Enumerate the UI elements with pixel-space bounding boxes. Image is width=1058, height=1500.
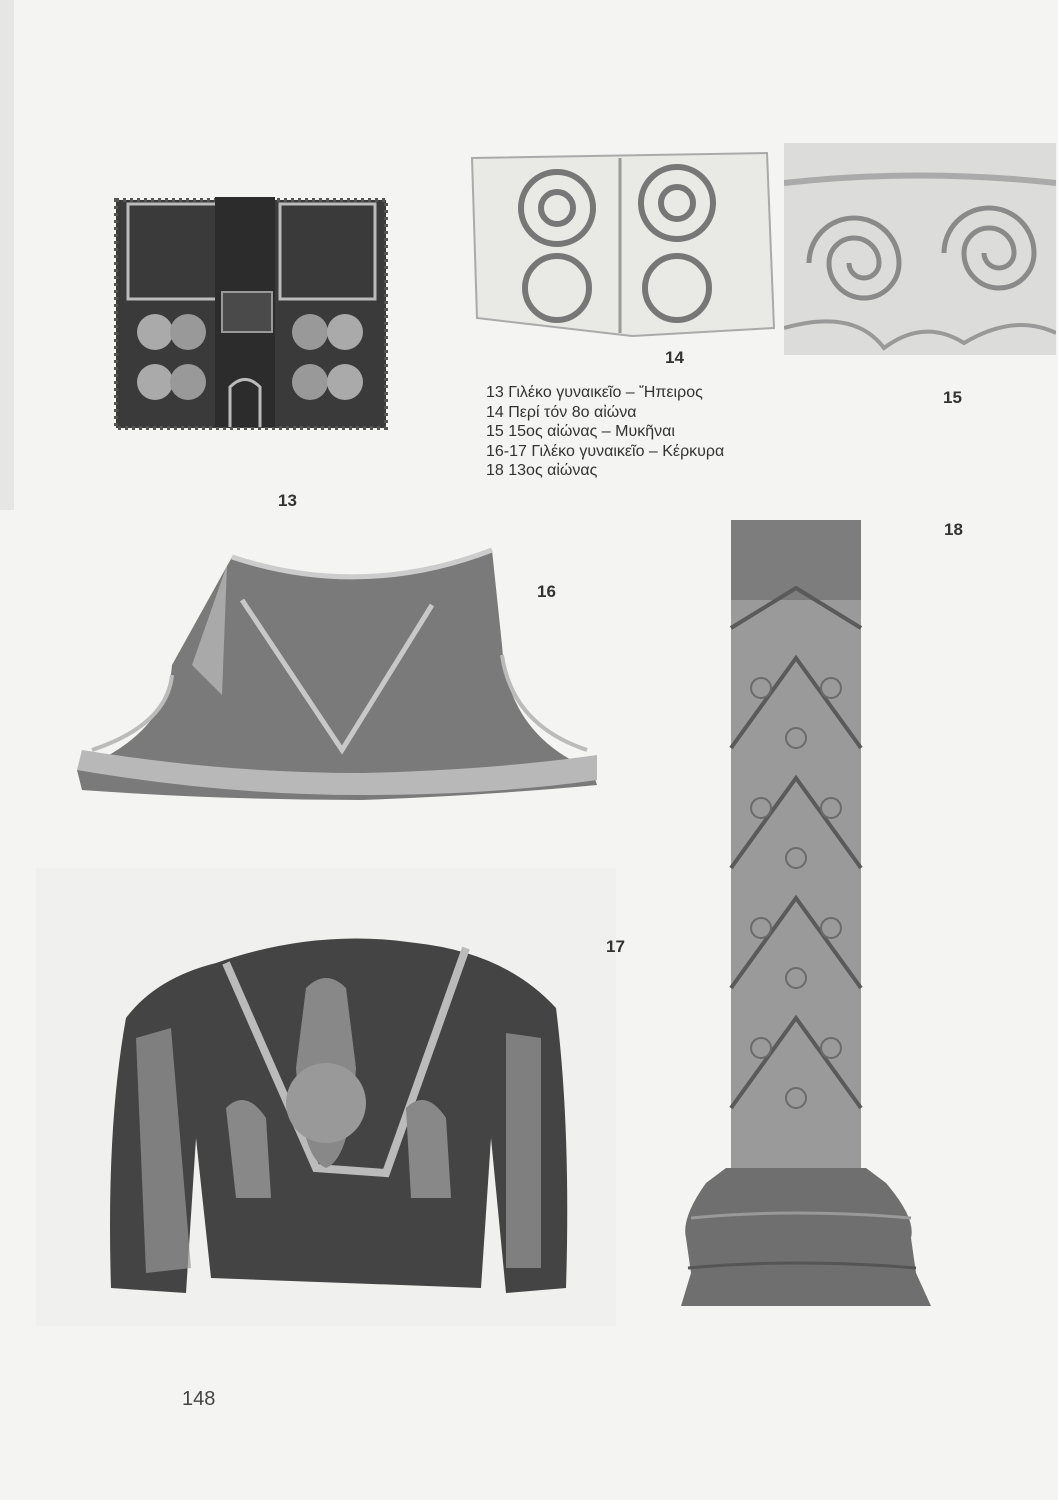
photo-vest-corfu-sleeveless [72, 545, 602, 810]
caption-13: 13 Γιλέκο γυναικεῖο – Ἤπειρος [486, 384, 703, 401]
caption-16-17: 16-17 Γιλέκο γυναικεῖο – Κέρκυρα [486, 442, 725, 460]
caption-18: 18 13ος αἰώνας [486, 462, 598, 479]
caption-14: 14 Περί τόν 8ο αἰώνα [486, 403, 637, 421]
figure-number-17: 17 [606, 937, 625, 956]
page-edge-shadow [0, 0, 14, 510]
photo-carved-column [676, 518, 936, 1308]
photo-vest-epirus [110, 192, 395, 437]
figure-number-16: 16 [537, 582, 556, 601]
figure-number-18: 18 [944, 520, 963, 539]
photo-stone-relief [462, 148, 777, 338]
photo-mycenae-spirals [784, 143, 1056, 355]
figure-number-13: 13 [278, 491, 297, 510]
photo-jacket-corfu [36, 868, 616, 1326]
figure-number-14: 14 [665, 348, 684, 367]
caption-15: 15 15ος αἰώνας – Μυκῆναι [486, 423, 675, 440]
caption-list [486, 383, 826, 481]
figure-number-15: 15 [943, 388, 962, 407]
page-number: 148 [182, 1388, 216, 1410]
